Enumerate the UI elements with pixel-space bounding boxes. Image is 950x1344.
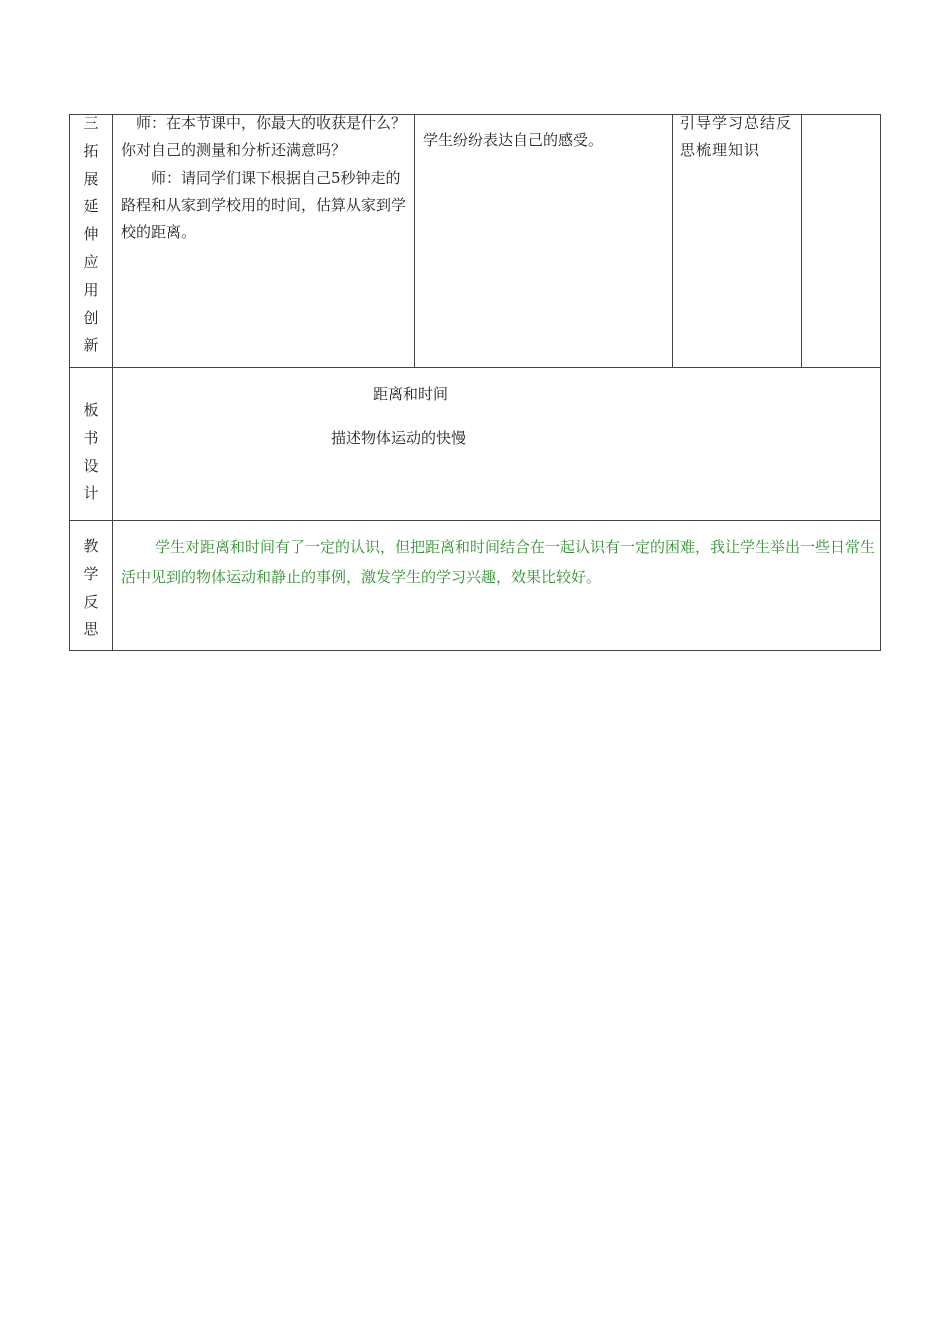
- table-border-right: [880, 114, 881, 651]
- teacher-assignment: 师：请同学们课下根据自己5秒钟走的路程和从家到学校用的时间，估算从家到学校的距离。: [121, 168, 407, 242]
- table-border-row1: [69, 367, 881, 368]
- teacher-activity: [121, 110, 409, 246]
- reflection-text: 学生对距离和时间有了一定的认识，但把距离和时间结合在一起认识有一定的困难，我让学生举出一些日常生活中见到的物体运动和静止的事例，激发学生的学习兴趣，效果比较好。: [121, 538, 876, 586]
- table-border-col4: [801, 114, 802, 368]
- stage-label: 三 拓 展 延 伸 应 用 创 新: [83, 114, 99, 355]
- board-title: 距离和时间: [373, 385, 449, 403]
- reflection-label: 教 学 反 思: [83, 537, 99, 639]
- board-design-label: 板 书 设 计: [83, 401, 99, 503]
- design-intent: 引导学习总结反思梳理知识: [680, 114, 793, 160]
- table-border-left: [69, 114, 70, 651]
- teacher-question: 师：在本节课中，你最大的收获是什么？你对自己的测量和分析还满意吗？: [121, 114, 407, 160]
- table-border-col3: [672, 114, 673, 368]
- table-border-bottom: [69, 650, 881, 651]
- table-border-label-col: [112, 114, 113, 651]
- table-border-col2: [414, 114, 415, 368]
- table-border-row2: [69, 520, 881, 521]
- lesson-table: [69, 114, 881, 651]
- board-subtitle: 描述物体运动的快慢: [331, 429, 467, 447]
- student-activity: 学生纷纷表达自己的感受。: [423, 131, 604, 149]
